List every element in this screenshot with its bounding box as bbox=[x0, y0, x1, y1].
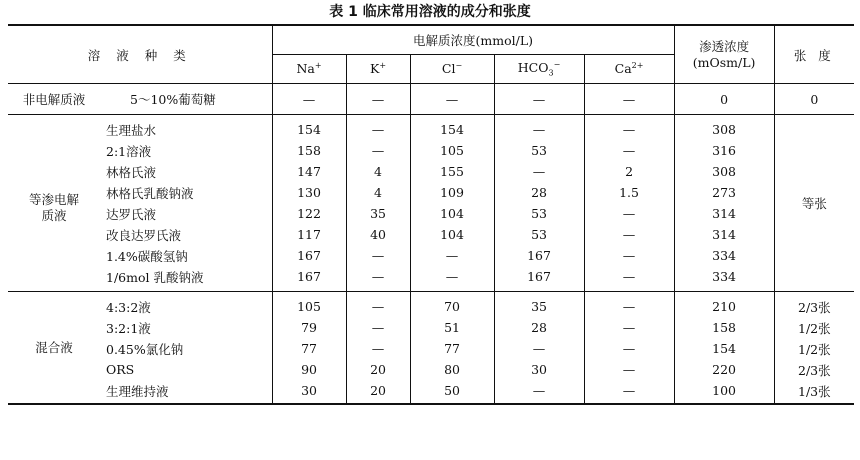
cell-osm: 0 bbox=[674, 84, 774, 115]
cell-na: 90 bbox=[272, 359, 346, 380]
header-osmolarity-line2: (mOsm/L) bbox=[692, 54, 756, 70]
cell-hco3: 28 bbox=[494, 182, 584, 203]
header-ion-ca: $Ca^{2+}$ bbox=[584, 55, 674, 84]
cell-hco3: — bbox=[494, 115, 584, 141]
solution-name: 1.4%碳酸氢钠 bbox=[100, 245, 272, 266]
cell-k: 4 bbox=[346, 161, 410, 182]
cell-hco3: 53 bbox=[494, 203, 584, 224]
cell-na: 158 bbox=[272, 140, 346, 161]
cell-osm: 220 bbox=[674, 359, 774, 380]
group-label: 非电解质液 bbox=[8, 84, 100, 115]
solution-name: 5～10%葡萄糖 bbox=[100, 84, 272, 115]
table-row bbox=[8, 115, 854, 141]
cell-cl: 105 bbox=[410, 140, 494, 161]
cell-ca: — bbox=[584, 245, 674, 266]
header-ion-cl: Cl− bbox=[410, 55, 494, 84]
solution-name: ORS bbox=[100, 359, 272, 380]
cell-k: — bbox=[346, 338, 410, 359]
cell-cl: 155 bbox=[410, 161, 494, 182]
table-row bbox=[8, 161, 854, 182]
cell-ca: — bbox=[584, 115, 674, 141]
cell-osm: 100 bbox=[674, 380, 774, 404]
cell-na: — bbox=[272, 84, 346, 115]
cell-osm: 314 bbox=[674, 224, 774, 245]
solution-name: 生理维持液 bbox=[100, 380, 272, 404]
cell-tonicity: 等张 bbox=[774, 115, 854, 292]
cell-hco3: 53 bbox=[494, 140, 584, 161]
solution-table bbox=[8, 24, 854, 405]
cell-k: 4 bbox=[346, 182, 410, 203]
cell-cl: 77 bbox=[410, 338, 494, 359]
solution-name: 2:1溶液 bbox=[100, 140, 272, 161]
header-electrolyte-conc: 电解质浓度(mmol/L) bbox=[272, 25, 674, 55]
solution-name: 达罗氏液 bbox=[100, 203, 272, 224]
cell-ca: 2 bbox=[584, 161, 674, 182]
cell-tonicity: 1/2张 bbox=[798, 320, 831, 336]
table-row bbox=[8, 317, 854, 338]
cell-ca: — bbox=[584, 338, 674, 359]
cell-k: — bbox=[346, 292, 410, 318]
cell-ca: — bbox=[584, 84, 674, 115]
cell-tonicity: 1/3张 bbox=[774, 380, 854, 404]
cell-k: — bbox=[346, 266, 410, 292]
cell-cl: 104 bbox=[410, 203, 494, 224]
cell-k: — bbox=[346, 140, 410, 161]
cell-na: 77 bbox=[272, 338, 346, 359]
cell-k: — bbox=[346, 317, 410, 338]
cell-cl: 50 bbox=[410, 380, 494, 404]
cell-cl: 109 bbox=[410, 182, 494, 203]
cell-ca: — bbox=[584, 359, 674, 380]
cell-na: 117 bbox=[272, 224, 346, 245]
cell-ca: — bbox=[584, 140, 674, 161]
table-row bbox=[8, 245, 854, 266]
solution-name: 4:3:2液 bbox=[100, 292, 272, 318]
cell-k: 20 bbox=[346, 359, 410, 380]
cell-na: 122 bbox=[272, 203, 346, 224]
cell-hco3: 167 bbox=[494, 266, 584, 292]
solution-name: 3:2:1液 bbox=[100, 317, 272, 338]
cell-ca: — bbox=[584, 266, 674, 292]
cell-cl: — bbox=[410, 266, 494, 292]
group-label: 混合液 bbox=[8, 292, 100, 405]
solution-name: 1/6mol 乳酸钠液 bbox=[100, 266, 272, 292]
cell-osm: 273 bbox=[674, 182, 774, 203]
cell-na: 154 bbox=[272, 115, 346, 141]
cell-na: 30 bbox=[272, 380, 346, 404]
cell-cl: — bbox=[410, 84, 494, 115]
cell-na: 105 bbox=[272, 292, 346, 318]
table-row bbox=[8, 266, 854, 292]
solution-name: 生理盐水 bbox=[100, 115, 272, 141]
cell-ca: — bbox=[584, 203, 674, 224]
cell-k: 40 bbox=[346, 224, 410, 245]
cell-cl: 80 bbox=[410, 359, 494, 380]
cell-osm: 308 bbox=[674, 161, 774, 182]
cell-tonicity: 0 bbox=[774, 84, 854, 115]
cell-cl: — bbox=[410, 245, 494, 266]
cell-tonicity: 1/2张 bbox=[798, 341, 831, 357]
solution-name: 林格氏液 bbox=[100, 161, 272, 182]
cell-na: 130 bbox=[272, 182, 346, 203]
cell-hco3: — bbox=[494, 161, 584, 182]
table-row bbox=[8, 224, 854, 245]
table-caption: 表 1 临床常用溶液的成分和张度 bbox=[329, 4, 531, 20]
cell-hco3: — bbox=[494, 84, 584, 115]
table-row bbox=[8, 380, 854, 404]
header-tonicity: 张 度 bbox=[774, 25, 854, 84]
cell-cl: 104 bbox=[410, 224, 494, 245]
cell-osm: 308 bbox=[674, 115, 774, 141]
cell-k: — bbox=[346, 245, 410, 266]
header-ion-k: K+ bbox=[346, 55, 410, 84]
header-osmolarity bbox=[674, 25, 774, 84]
header-row-1 bbox=[8, 25, 854, 55]
cell-ca: 1.5 bbox=[584, 182, 674, 203]
cell-ca: — bbox=[584, 380, 674, 404]
cell-k: 20 bbox=[346, 380, 410, 404]
cell-cl: 51 bbox=[410, 317, 494, 338]
cell-na: 79 bbox=[272, 317, 346, 338]
table-row bbox=[8, 140, 854, 161]
header-osmolarity-line1: 渗透浓度 bbox=[699, 38, 750, 54]
cell-hco3: — bbox=[494, 380, 584, 404]
table-row bbox=[8, 84, 854, 115]
cell-osm: 158 bbox=[674, 317, 774, 338]
cell-k: 35 bbox=[346, 203, 410, 224]
header-solution-type: 溶 液 种 类 bbox=[8, 25, 272, 84]
cell-osm: 154 bbox=[674, 338, 774, 359]
cell-hco3: — bbox=[494, 338, 584, 359]
cell-hco3: 53 bbox=[494, 224, 584, 245]
cell-osm: 334 bbox=[674, 245, 774, 266]
header-ion-hco3: $HCO_3^-$ bbox=[494, 55, 584, 84]
cell-k: — bbox=[346, 84, 410, 115]
cell-na: 167 bbox=[272, 266, 346, 292]
cell-na: 147 bbox=[272, 161, 346, 182]
table-row bbox=[8, 203, 854, 224]
cell-hco3: 35 bbox=[494, 292, 584, 318]
cell-tonicity: 2/3张 bbox=[798, 362, 831, 378]
cell-osm: 314 bbox=[674, 203, 774, 224]
cell-tonicity: 2/3张 bbox=[798, 299, 831, 315]
table-row bbox=[8, 182, 854, 203]
cell-osm: 210 bbox=[674, 292, 774, 318]
cell-cl: 154 bbox=[410, 115, 494, 141]
cell-hco3: 167 bbox=[494, 245, 584, 266]
header-ion-na: Na+ bbox=[272, 55, 346, 84]
cell-ca: — bbox=[584, 317, 674, 338]
solution-name: 改良达罗氏液 bbox=[100, 224, 272, 245]
cell-hco3: 28 bbox=[494, 317, 584, 338]
cell-cl: 70 bbox=[410, 292, 494, 318]
cell-osm: 334 bbox=[674, 266, 774, 292]
solution-name: 林格氏乳酸钠液 bbox=[100, 182, 272, 203]
cell-osm: 316 bbox=[674, 140, 774, 161]
table-row bbox=[8, 338, 854, 359]
table-row bbox=[8, 359, 854, 380]
table-row bbox=[8, 292, 854, 318]
cell-ca: — bbox=[584, 292, 674, 318]
cell-k: — bbox=[346, 115, 410, 141]
cell-ca: — bbox=[584, 224, 674, 245]
cell-na: 167 bbox=[272, 245, 346, 266]
solution-name: 0.45%氯化钠 bbox=[100, 338, 272, 359]
cell-hco3: 30 bbox=[494, 359, 584, 380]
group-label: 等渗电解 质液 bbox=[8, 115, 100, 292]
